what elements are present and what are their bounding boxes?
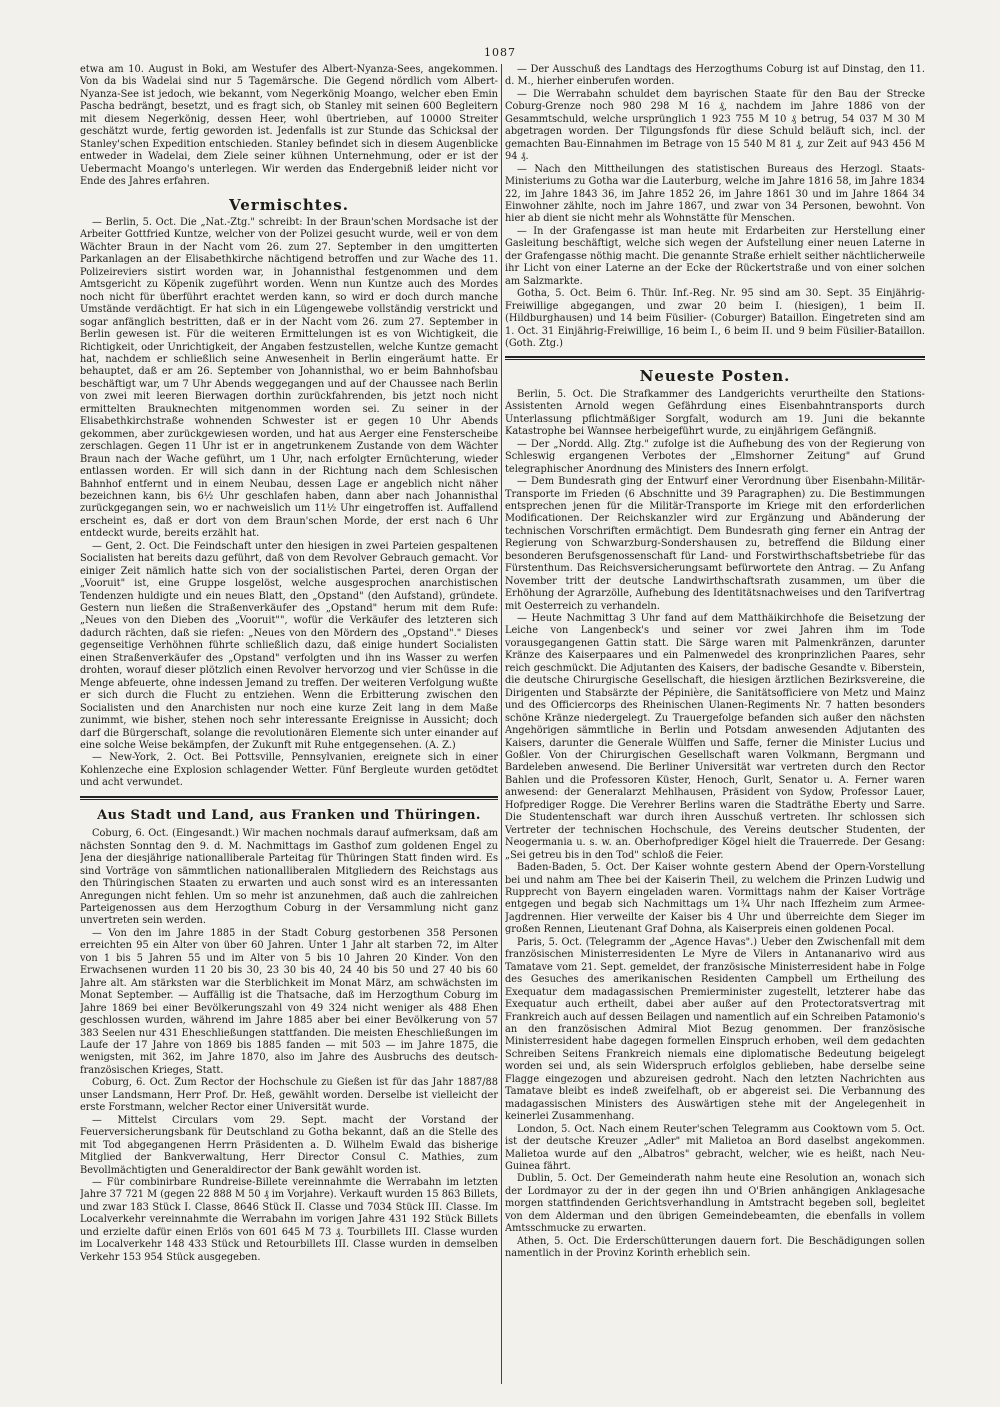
section-rule — [80, 796, 498, 800]
section-heading-stadt-und-land: Aus Stadt und Land, aus Franken und Thüringen. — [97, 807, 481, 823]
right-column — [505, 64, 925, 1384]
article-berlin-strafkammer: Berlin, 5. Oct. Die Strafkammer des Landgerichts verurtheilte den Stations-Assistenten Arnold wegen Gefährdung eines Eisenbahntransports durch Unterlassung pflichtmäßiger Sorgfalt, wodurch am 19. Juni die bekannte Katastrophe bei Wannsee herbeigeführt wurde, zu einjährigem Gefängniß. — [505, 388, 925, 438]
article-berlin-elmshorner: — Der „Nordd. Allg. Ztg." zufolge ist die Aufhebung des von der Regierung von Schleswig ergangenen Verbotes der „Elmshorner Zeitung" auf Grund telegraphischer Anordnung des Ministers des Innern erfolgt. — [505, 438, 925, 475]
article-grafengasse: — In der Grafengasse ist man heute mit Erdarbeiten zur Herstellung einer Gasleitung beschäftigt, welche sich wegen der Aufstellung einer neuen Laterne in der Grafengasse nöthig macht. Die genannte Straße erhielt seither nächtlicherweile ihr Licht von einer Laterne an der Ecke der Rückertstraße und von einer solchen am Salzmarkte. — [505, 225, 925, 287]
article-lauterburg: — Nach den Mittheilungen des statistischen Bureaus des Herzogl. Staats-Ministeriums zu Gotha war die Lauterburg, welche im Jahre 1816 58, im Jahre 1834 22, im Jahre 1843 36, im Jahre 1852 26, im Jahre 1861 30 und im Jahre 1864 34 Einwohner zählte, noch im Jahre 1867, und zwar von 34 Personen, bewohnt. Von hier ab dient sie nicht mehr als Wohnstätte für Menschen. — [505, 163, 925, 225]
article-new-york: — New-York, 2. Oct. Bei Pottsville, Pennsylvanien, ereignete sich in einer Kohlenzeche eine Explosion schlagender Wetter. Fünf Bergleute wurden getödtet und acht verwundet. — [80, 752, 498, 789]
article-coburg-rector: Coburg, 6. Oct. Zum Rector der Hochschule zu Gießen ist für das Jahr 1887/88 unser Landsmann, Herr Prof. Dr. Heß, gewählt worden. Derselbe ist vielleicht der erste Forstmann, welcher Rector einer Universität wurde. — [80, 1077, 498, 1114]
article-berlin-beisetzung: — Heute Nachmittag 3 Uhr fand auf dem Matthäikirchhofe die Beisetzung der Leiche von Langenbeck's und seiner vor zwei Jahren ihm im Tode vorausgegangenen Gattin statt. Die Särge waren mit Palmenkränzen, darunter Kränze des Kaiserpaares und ein Palmenwedel des kronprinzlichen Paares, sehr reich geschmückt. Die Adjutanten des Kaisers, der badische Gesandte v. Biberstein, die deutsche Chirurgische Gesellschaft, die hiesigen ärztlichen Bezirksvereine, die Dirigenten und Stabsärzte der Pépinière, die Sanitätsofficiere von Metz und Mainz und des Officiercorps des Rheinischen Ulanen-Regiments Nr. 7 hatten besonders schöne Kränze niedergelegt. Zu Trauergefolge befanden sich außer den nächsten Angehörigen sämmtliche in Berlin und Potsdam anwesenden Adjutanten des Kaisers, darunter die Generale Wülffen und Saffe, ferner die Minister Lucius und Goßler. Von der Chirurgischen Gesellschaft waren Volkmann, Bergmann und Bardeleben anwesend. Die Berliner Universität war vertreten durch den Rector Bahlen und die Professoren Küster, Henoch, Gurlt, Senator u. A. Ferner waren anwesend: der Generalarzt Mehlhausen, Präsident von Sydow, Professor Lauer, Hofprediger Rogge. Die Verehrer Berlins waren die Stadträthe Eberty und Sarre. Die Studentenschaft war durch ihren Ausschuß vertreten. Ihr schlossen sich Vertreter der technischen Hochschule, des Vereins deutscher Studenten, der Neogermania u. s. w. an. Oberhofprediger Kögel hielt die Trauerrede. Der Gesang: „Sei getreu bis in den Tod" schloß die Feier. — [505, 613, 925, 861]
page-number: 1087 — [484, 46, 516, 59]
article-london: London, 5. Oct. Nach einem Reuter'schen Telegramm aus Cooktown vom 5. Oct. ist der deutsche Kreuzer „Adler" mit Malietoa an Bord daselbst angekommen. Malietoa wurde auf den „Albatros" gebracht, welcher, wie es heißt, nach Neu-Guinea fährt. — [505, 1123, 925, 1172]
article-berlin-mordsache: — Berlin, 5. Oct. Die „Nat.-Ztg." schreibt: In der Braun'schen Mordsache ist der Arbeiter Gottfried Kuntze, welcher von der Polizei gesucht wurde, weil er von dem Wächter Braun in der Nacht vom 26. zum 27. September in den umgitterten Parkanlagen an der Elisabethkirche nächtigend betroffen und zur Wache des 11. Polizeireviers sistirt worden war, in Johannisthal festgenommen und dem Amtsgericht zu Köpenik zugeführt worden. Wenn nun Kuntze auch des Mordes noch nicht für überführt erachtet werden kann, so wird er doch durch manche Umstände verdächtigt. Er hat sich in ein Lügengewebe vollständig verstrickt und sogar anfänglich bestritten, daß er in der Nacht vom 26. zum 27. September in Berlin gewesen ist. Für die weiteren Ermittelungen ist es von Wichtigkeit, die Richtigkeit, oder Unrichtigkeit, der Angaben festzustellen, welche Kuntze gemacht hat, nachdem er schließlich seine Anwesenheit in Berlin eingeräumt hatte. Er behauptet, daß er am 26. September von Johannisthal, wo er beim Bahnhofsbau beschäftigt war, um 7 Uhr Abends weggegangen und auf der Chaussee nach Berlin von zwei mit leeren Bierwagen dorthin zurückfahrenden, bis jetzt noch nicht ermittelten Brauknechten mitgenommen worden sei. Zu seiner in der Elisabethkirchstraße wohnenden Schwester ist er gegen 10 Uhr Abends gekommen, aber zurückgewiesen worden, und hat aus Aerger eine Fensterscheibe zerschlagen. Gegen 11 Uhr ist er in angetrunkenem Zustande von dem Wächter Braun nach der Wache geführt, um 1 Uhr, nach erfolgter Ernüchterung, wieder entlassen worden. Er will sich dann in der Richtung nach dem Schlesischen Bahnhof entfernt und in einem Neubau, dessen Lage er angeblich nicht näher bezeichnen kann, bis 6½ Uhr geschlafen haben, dann aber nach Johannisthal zurückgegangen sein, wo er nachweislich um 11½ Uhr eingetroffen ist. Auffallend erscheint es, daß er dort von dem Braun'schen Morde, der erst nach 6 Uhr entdeckt wurde, bereits erzählt hat. — [80, 216, 498, 540]
column-divider — [501, 64, 502, 1384]
article-stanley-continued: etwa am 10. August in Boki, am Westufer des Albert-Nyanza-Sees, angekommen. Von da bis Wadelai sind nur 5 Tagemärsche. Die Gegend nördlich vom Albert-Nyanza-See ist jedoch, wie bekannt, vom Negerkönig Moango, welcher eben Emin Pascha bedrängt, besetzt, und es fragt sich, ob Stanley mit seinen 600 Begleitern mit diesem Negerkönig, dessen Heer, wohl übertrieben, auf 10000 Streiter geschätzt wurde, fertig geworden ist. Jedenfalls ist zur Stunde das Schicksal der Stanley'schen Expedition entschieden. Stanley befindet sich in diesem Augenblicke entweder in Wadelai, dem Ziele seiner kühnen Unternehmung, oder er ist der Uebermacht Moango's unterlegen. Wir werden das Endergebniß leider nicht vor Ende des Jahres erfahren. — [80, 64, 498, 188]
section-heading-neueste-posten: Neueste Posten. — [639, 367, 791, 386]
article-coburg-statistik: — Von den im Jahre 1885 in der Stadt Coburg gestorbenen 358 Personen erreichten 95 ein Alter von über 60 Jahren. Unter 1 Jahr alt starben 72, im Alter von 1 bis 5 Jahren 55 und im Alter von 5 bis 10 Jahren 20 Kinder. Von den Erwachsenen wurden 11 20 bis 30, 23 30 bis 40, 24 40 bis 50 und 27 40 bis 60 Jahre alt. Am stärksten war die Sterblichkeit im Monat März, am schwächsten im Monat September. — Auffällig ist die Thatsache, daß im Herzogthum Coburg im Jahre 1869 bei einer Bevölkerungszahl von 49 324 nicht weniger als 488 Ehen geschlossen wurden, während im Jahre 1885 aber bei einer Bevölkerung von 57 383 Seelen nur 431 Eheschließungen stattfanden. Die meisten Eheschließungen im Laufe der 17 Jahre von 1869 bis 1885 fanden — mit 503 — im Jahre 1875, die wenigsten, mit 362, im Jahre 1870, also im Jahre des Ausbruchs des deutsch-französischen Krieges, Statt. — [80, 927, 498, 1076]
article-berlin-bundesrath: — Dem Bundesrath ging der Entwurf einer Verordnung über Eisenbahn-Militär-Transporte im Frieden (6 Abschnitte und 39 Paragraphen) zu. Die Bestimmungen entsprechen jenen für die Militär-Transporte im Kriege mit den erforderlichen Modificationen. Der Reichskanzler wird zur Ergänzung und Abänderung der technischen Vorschriften ermächtigt. Dem Bundesrath ging ferner ein Antrag der Regierung von Schwarzburg-Sondershausen zu, betreffend die Bildung einer besonderen Berufsgenossenschaft für Land- und Forstwirthschaftsbetriebe für das Fürstenthum. Das Reichsversicherungsamt befürwortete den Antrag. — Zu Anfang November tritt der deutsche Landwirthschaftsrath zusammen, um über die Erhöhung der Agrarzölle, Aufhebung des Identitätsnachweises und den Tarifvertrag mit Oesterreich zu verhandeln. — [505, 476, 925, 612]
section-rule-right — [505, 356, 925, 360]
article-coburg-parteitag: Coburg, 6. Oct. (Eingesandt.) Wir machen nochmals darauf aufmerksam, daß am nächsten Sonntag den 9. d. M. Nachmittags im Gasthof zum goldenen Engel zu Jena der diesjährige nationalliberale Parteitag für Thüringen Statt finden wird. Es sind Vorträge von sämmtlichen nationalliberalen Mitgliedern des Reichstags aus den Thüringischen Staaten zu erwarten und auch sonst wird es an interessanten Anregungen nicht fehlen. Um so mehr ist anzunehmen, daß auch die zahlreichen Parteigenossen aus dem Herzogthum Coburg in der Versammlung nicht ganz unvertreten sein werden. — [80, 828, 498, 927]
article-baden-baden: Baden-Baden, 5. Oct. Der Kaiser wohnte gestern Abend der Opern-Vorstellung bei und nahm am Thee bei der Kaiserin Theil, zu welchem die Prinzen Ludwig und Rupprecht von Bayern eingeladen waren. Vormittags nahm der Kaiser Vorträge entgegen und begab sich Nachmittags um 1¾ Uhr nach Iffezheim zum Armee-Jagdrennen. Hier verweilte der Kaiser bis 4 Uhr und überreichte dem Sieger im großen Rennen, Lieutenant Graf Dohna, als Kaiserpreis einen goldenen Pocal. — [505, 862, 925, 936]
article-ausschuss: — Der Ausschuß des Landtags des Herzogthums Coburg ist auf Dinstag, den 11. d. M., hierher einberufen worden. — [505, 64, 925, 88]
article-coburg-rundreise: — Für combinirbare Rundreise-Billete vereinnahmte die Werrabahn im letzten Jahre 37 721 M (gegen 22 888 M 50 ₰ im Vorjahre). Verkauft wurden 15 863 Billets, und zwar 183 Stück I. Classe, 8646 Stück II. Classe und 7034 Stück III. Classe. Im Localverkehr vereinnahmte die Werrabahn im vorigen Jahre 431 192 Stück Billets und erzielte dafür einen Erlös von 601 645 M 73 ₰. Tourbillets III. Classe wurden im Localverkehr 148 433 Stück und Retourbillets III. Classe wurden in demselben Verkehr 153 954 Stück ausgegeben. — [80, 1176, 498, 1263]
article-dublin: Dublin, 5. Oct. Der Gemeinderath nahm heute eine Resolution an, wonach sich der Lordmayor zu der in der gegen ihn und O'Brien anhängigen Anklagesache morgen stattfindenden Gerichtsverhandlung in Amtstracht begeben soll, begleitet von dem Alderman und den übrigen Gemeindebeamten, die ebenfalls in vollem Amtsschmucke zu erwarten. — [505, 1173, 925, 1235]
left-column — [80, 64, 498, 1384]
article-gent: — Gent, 2. Oct. Die Feindschaft unter den hiesigen in zwei Parteien gespaltenen Socialisten hat bereits dazu geführt, daß von dem Revolver Gebrauch gemacht. Vor einiger Zeit nämlich hatte sich von der socialistischen Partei, deren Organ der „Vooruit" ist, eine Gruppe losgelöst, welche ausgesprochen anarchistischen Tendenzen huldigte und ein neues Blatt, den „Opstand" (den Aufstand), gründete. Gestern nun ließen die Straßenverkäufer des „Opstand" herum mit dem Rufe: „Neues von den Dieben des „Vooruit"", wofür die Verkäufer des letzteren sich dadurch rächten, daß sie riefen: „Neues von den Mördern des „Opstand"." Dieses gegenseitige Verhöhnen führte schließlich dazu, daß einige hundert Socialisten einen Straßenverkäufer des „Opstand" verfolgten und ihn ins Wasser zu werfen drohten, worauf dieser plötzlich einen Revolver hervorzog und vier Schüsse in die Menge abfeuerte, ohne indessen Jemand zu treffen. Der weiteren Verfolgung wußte er sich durch die Flucht zu entziehen. Wenn die Erbitterung zwischen den Socialisten und den Anarchisten nur noch eine kurze Zeit lang in dem Maße zunimmt, wie bisher, stehen noch sehr interessante Ereignisse in Aussicht; doch darf die Bürgerschaft, solange die revolutionären Elemente sich unter einander auf eine solche Weise bekämpfen, der Zukunft mit Ruhe entgegensehen. (A. Z.) — [80, 540, 498, 752]
article-werrabahn: — Die Werrabahn schuldet dem bayrischen Staate für den Bau der Strecke Coburg-Grenze noch 980 298 M 16 ₰, nachdem im Jahre 1886 von der Gesammtschuld, welche ursprünglich 1 923 755 M 10 ₰ betrug, 54 037 M 30 M abgetragen worden. Der Tilgungsfonds für diese Schuld beläuft sich, incl. der gemachten Bau-Einnahmen im Betrage von 15 540 M 81 ₰, zur Zeit auf 943 456 M 94 ₰. — [505, 88, 925, 163]
article-paris: Paris, 5. Oct. (Telegramm der „Agence Havas".) Ueber den Zwischenfall mit dem französischen Ministerresidenten Le Myre de Vilers in Antananarivo wird aus Tamatave vom 21. Sept. gemeldet, der französische Ministerresident habe in Folge des Gesuches des amerikanischen Residenten Campbell um Ertheilung des Exequatur dem madagassischen Premierminister zugestellt, letzterer habe das Exequatur auch ertheilt, dabei aber außer auf den Protectoratsvertrag mit Frankreich auch auf dessen Beilagen und namentlich auf ein Schreiben Patamonio's an den französischen Admiral Miot Bezug genommen. Der französische Ministerresident habe dagegen formellen Einspruch erhoben, weil dem gedachten Schreiben Seitens Frankreich niemals eine diplomatische Bedeutung beigelegt worden sei und, als sein Widerspruch erfolglos geblieben, habe derselbe seine Flagge eingezogen und abzureisen gedroht. Nach den letzten Nachrichten aus Tamatave bleibt es indeß zweifelhaft, ob er abgereist sei. Die Verbannung des madagassischen Ministers des Auswärtigen stehe mit der Angelegenheit in keinerlei Zusammenhang. — [505, 936, 925, 1123]
article-gotha: Gotha, 5. Oct. Beim 6. Thür. Inf.-Reg. Nr. 95 sind am 30. Sept. 35 Einjährig-Freiwillige abgegangen, und zwar 20 beim I. (hiesigen), 1 beim II. (Hildburghausen) und 14 beim Füsilier- (Coburger) Bataillon. Eingetreten sind am 1. Oct. 31 Einjährig-Freiwillige, 16 beim I., 6 beim II. und 9 beim Füsilier-Bataillon. (Goth. Ztg.) — [505, 288, 925, 349]
section-heading-vermischtes: Vermischtes. — [229, 195, 349, 214]
article-coburg-feuerversicherung: — Mittelst Circulars vom 29. Sept. macht der Vorstand der Feuerversicherungsbank für Deutschland zu Gotha bekannt, daß an die Stelle des mit Tod abgegangenen Herrn Präsidenten a. D. Wilhelm Ewald das bisherige Mitglied der Bankverwaltung, Herr Director Consul C. Mathies, zum Bevollmächtigten und Generaldirector der Bank gewählt worden ist. — [80, 1114, 498, 1176]
article-athen: Athen, 5. Oct. Die Erderschütterungen dauern fort. Die Beschädigungen sollen namentlich in der Provinz Korinth erheblich sein. — [505, 1235, 925, 1260]
